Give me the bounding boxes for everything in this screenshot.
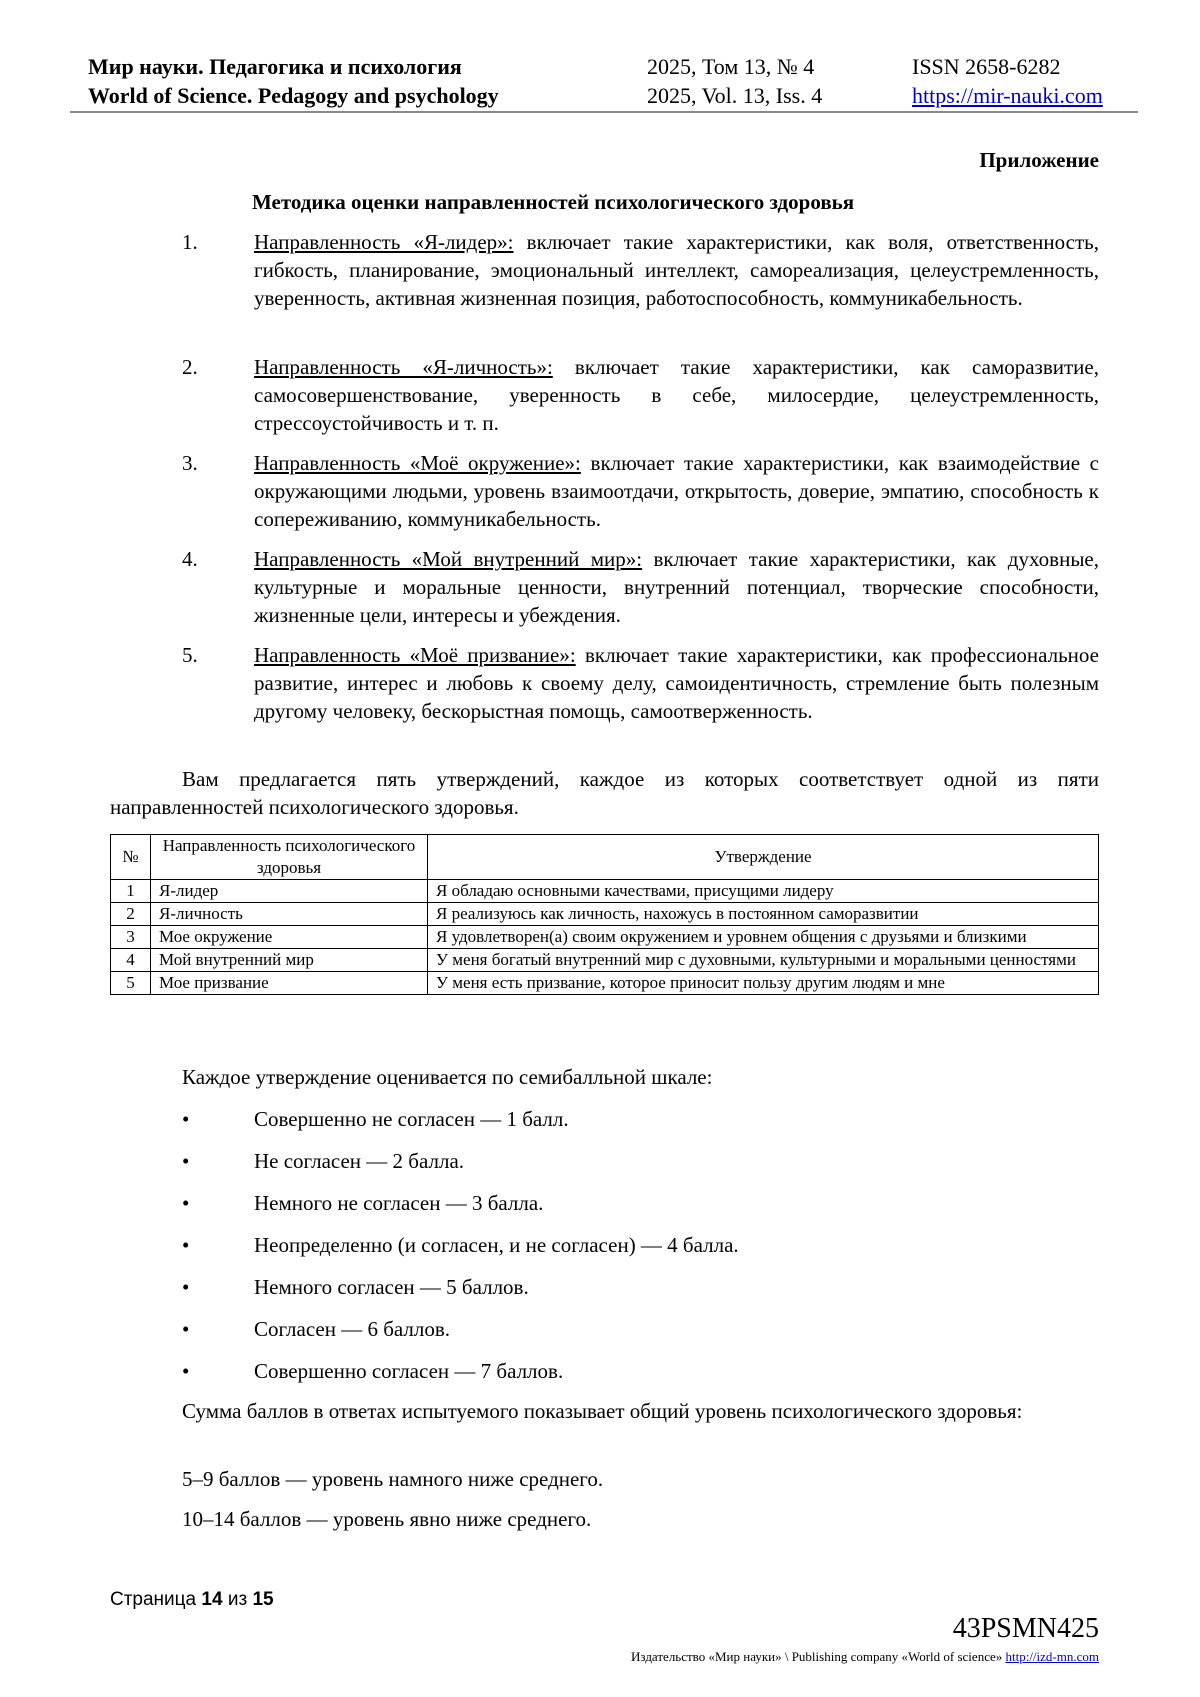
page-total: 15 — [252, 1589, 274, 1610]
direction-item — [182, 228, 1099, 312]
item-number: 5. — [182, 643, 198, 667]
issue-ru: 2025, Том 13, № 4 — [647, 54, 815, 79]
item-number: 2. — [182, 355, 198, 379]
cell-number: 3 — [111, 926, 151, 949]
issn: ISSN 2658-6282 — [912, 54, 1061, 79]
scale-text: Совершенно не согласен — 1 балл. — [254, 1107, 569, 1131]
cell-statement: У меня богатый внутренний мир с духовными, культурными и моральными ценностями — [428, 949, 1099, 972]
direction-text: включает такие характеристики, как воля, ответственность, гибкость, планирование, эмоциональный интеллект, самореализация, целеустремленность, уверенность, активная жизненная позиция, работоспособность, коммуникабельность. — [254, 230, 1100, 310]
bullet-icon: • — [182, 1317, 190, 1341]
col-statement: Утверждение — [428, 835, 1099, 880]
scale-item — [182, 1357, 563, 1385]
table-row — [111, 949, 1099, 972]
scale-intro: Каждое утверждение оценивается по семибалльной шкале: — [182, 1065, 713, 1089]
journal-title-en: World of Science. Pedagogy and psychology — [88, 83, 499, 108]
scale-text: Совершенно согласен — 7 баллов. — [254, 1359, 564, 1383]
item-number: 4. — [182, 547, 198, 571]
cell-statement: Я обладаю основными качествами, присущими лидеру — [428, 880, 1099, 903]
scale-item — [182, 1315, 450, 1343]
table-row — [111, 972, 1099, 995]
appendix-label: Приложение — [979, 148, 1099, 172]
article-code: 43PSMN425 — [952, 1613, 1099, 1644]
cell-number: 1 — [111, 880, 151, 903]
section-title: Методика оценки направленностей психологического здоровья — [252, 190, 855, 214]
scale-item — [182, 1147, 464, 1175]
cell-number: 5 — [111, 972, 151, 995]
page-current: 14 — [201, 1589, 223, 1610]
direction-text: включает такие характеристики, как саморазвитие, самосовершенствование, уверенность в себе, милосердие, целеустремленность, стрессоустойчивость и т. п. — [254, 355, 1099, 435]
cell-direction: Мое окружение — [151, 926, 428, 949]
table-row — [111, 903, 1099, 926]
direction-name: Направленность «Моё окружение»: — [254, 451, 581, 475]
scale-text: Не согласен — 2 балла. — [254, 1149, 465, 1173]
scale-text: Немного согласен — 5 баллов. — [254, 1275, 529, 1299]
direction-item — [182, 353, 1099, 437]
journal-link[interactable]: https://mir-nauki.com — [912, 83, 1103, 108]
cell-direction: Я-личность — [151, 903, 428, 926]
scale-text: Немного не согласен — 3 балла. — [254, 1191, 544, 1215]
direction-name: Направленность «Моё призвание»: — [254, 643, 576, 667]
page-sep: из — [227, 1589, 248, 1610]
direction-name: Направленность «Я-лидер»: — [254, 230, 514, 254]
sum-paragraph: Сумма баллов в ответах испытуемого показывает общий уровень психологического здоровья: — [182, 1399, 1023, 1423]
bullet-icon: • — [182, 1107, 190, 1131]
direction-item — [182, 641, 1099, 725]
publisher-name: Издательство «Мир науки» \ Publishing company «World of science» — [631, 1649, 1003, 1664]
scale-item — [182, 1273, 529, 1301]
scale-text: Согласен — 6 баллов. — [254, 1317, 451, 1341]
bullet-icon: • — [182, 1359, 190, 1383]
scale-item — [182, 1189, 543, 1217]
statements-table — [110, 834, 1099, 995]
direction-text: включает такие характеристики, как профессиональное развитие, интерес и любовь к своему делу, самоидентичность, стремление быть полезным другому человеку, бескорыстная помощь, самоотверженность. — [254, 643, 1099, 723]
scale-item — [182, 1105, 569, 1133]
publisher-link[interactable]: http://izd-mn.com — [1005, 1649, 1099, 1664]
page-counter — [110, 1589, 274, 1611]
col-direction: Направленность психологического здоровья — [151, 835, 428, 880]
journal-title — [88, 52, 499, 110]
cell-direction: Мой внутренний мир — [151, 949, 428, 972]
scale-text: Неопределенно (и согласен, и не согласен) — 4 балла. — [254, 1233, 739, 1257]
header-divider — [70, 111, 1138, 113]
item-number: 1. — [182, 230, 198, 254]
cell-statement: Я удовлетворен(а) своим окружением и уровнем общения с друзьями и близкими — [428, 926, 1099, 949]
bullet-icon: • — [182, 1275, 190, 1299]
cell-direction: Мое призвание — [151, 972, 428, 995]
cell-direction: Я-лидер — [151, 880, 428, 903]
issue-info — [647, 52, 822, 110]
cell-statement: У меня есть призвание, которое приносит пользу другим людям и мне — [428, 972, 1099, 995]
scale-item — [182, 1231, 739, 1259]
col-number: № — [111, 835, 151, 880]
direction-item — [182, 545, 1099, 629]
intro-paragraph: Вам предлагается пять утверждений, каждое из которых соответствует одной из пяти направленностей психологического здоровья. — [110, 767, 1099, 819]
cell-number: 2 — [111, 903, 151, 926]
direction-name: Направленность «Я-личность»: — [254, 355, 553, 379]
issn-block — [912, 52, 1103, 110]
page-prefix: Страница — [110, 1589, 197, 1610]
direction-text: включает такие характеристики, как взаимодействие с окружающими людьми, уровень взаимоотдачи, открытость, доверие, эмпатию, способность к сопереживанию, коммуникабельность. — [254, 451, 1099, 531]
journal-title-ru: Мир науки. Педагогика и психология — [88, 54, 462, 79]
table-header-row — [111, 835, 1099, 880]
bullet-icon: • — [182, 1233, 190, 1257]
item-number: 3. — [182, 451, 198, 475]
table-row — [111, 926, 1099, 949]
direction-name: Направленность «Мой внутренний мир»: — [254, 547, 643, 571]
issue-en: 2025, Vol. 13, Iss. 4 — [647, 83, 823, 108]
direction-item — [182, 449, 1099, 533]
direction-text: включает такие характеристики, как духовные, культурные и моральные ценности, внутренний потенциал, творческие способности, жизненные цели, интересы и убеждения. — [254, 547, 1099, 627]
bullet-icon: • — [182, 1149, 190, 1173]
cell-statement: Я реализуюсь как личность, нахожусь в постоянном саморазвитии — [428, 903, 1099, 926]
cell-number: 4 — [111, 949, 151, 972]
level-line: 10–14 баллов — уровень явно ниже среднего. — [182, 1507, 592, 1531]
level-line: 5–9 баллов — уровень намного ниже среднего. — [182, 1467, 604, 1491]
publisher-line — [631, 1649, 1099, 1665]
bullet-icon: • — [182, 1191, 190, 1215]
table-row — [111, 880, 1099, 903]
